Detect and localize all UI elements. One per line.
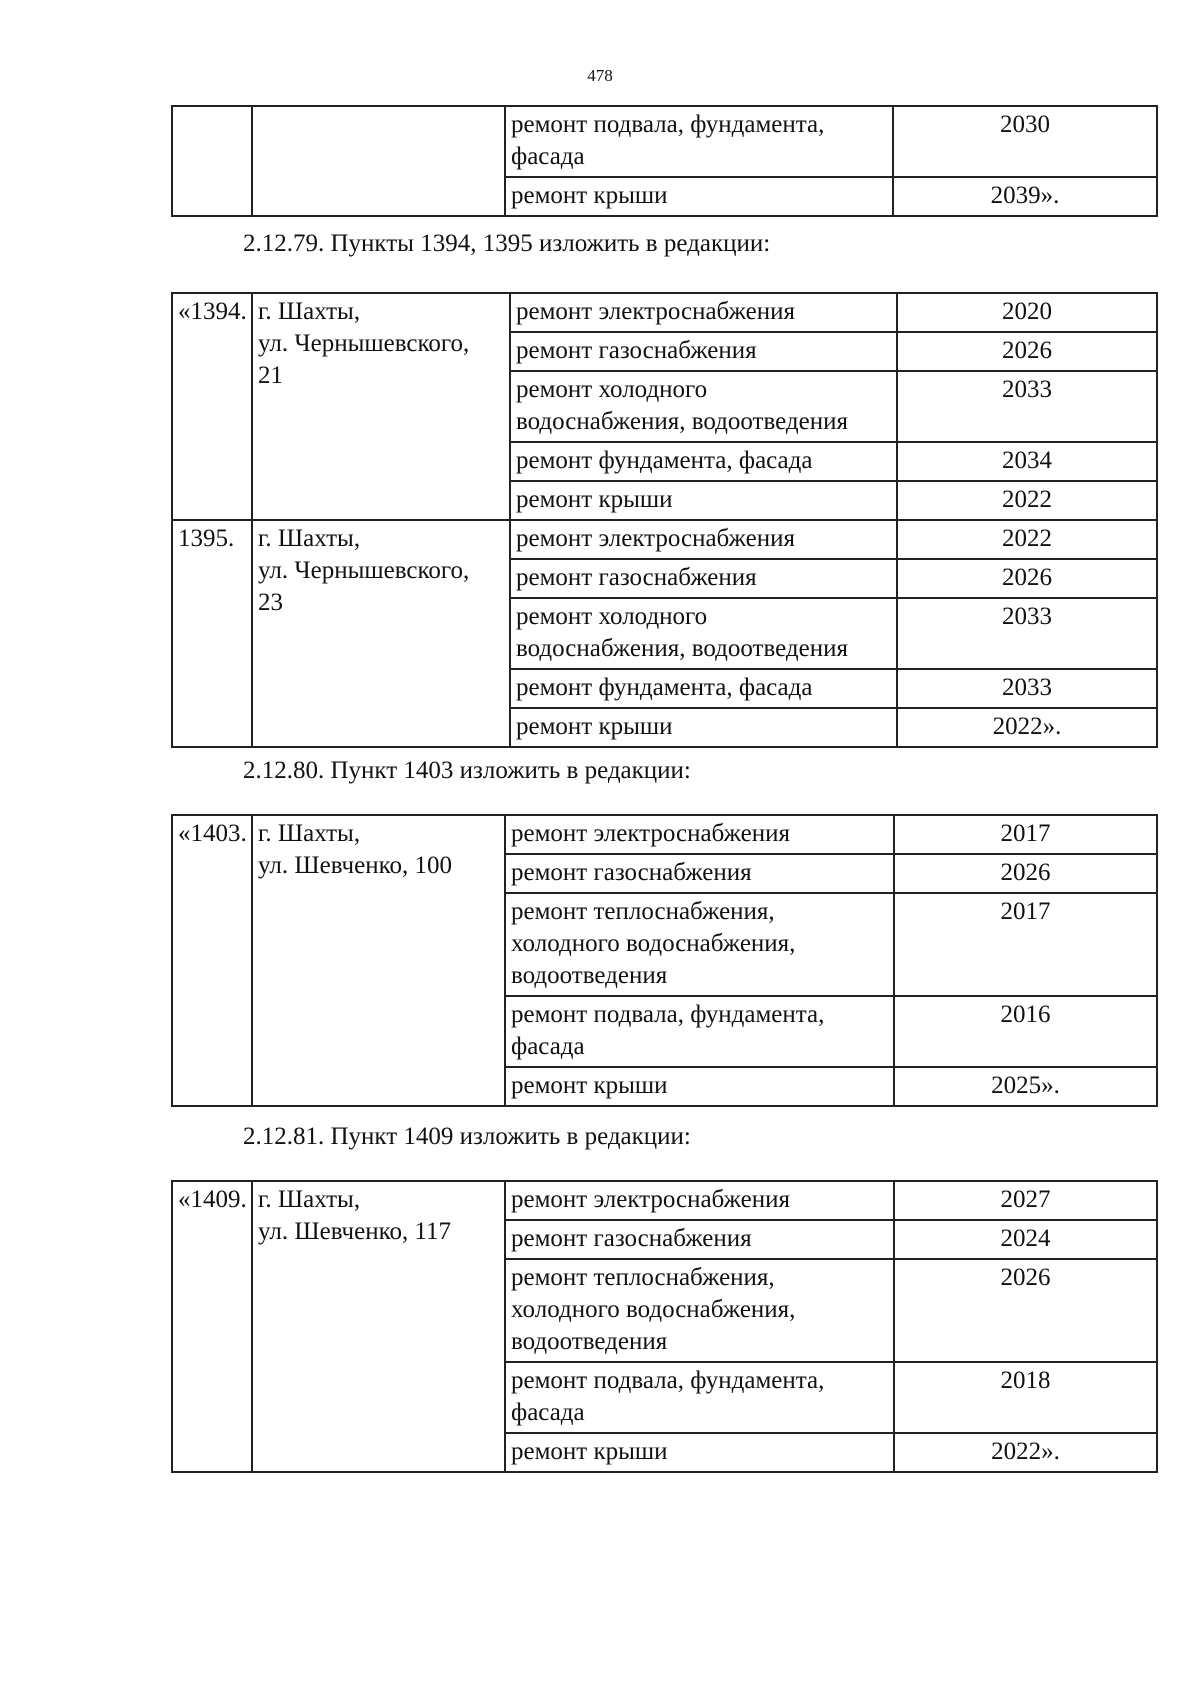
- item-number-cell: [172, 106, 252, 216]
- year-cell: 2020: [897, 293, 1157, 332]
- section-heading: 2.12.79. Пункты 1394, 1395 изложить в редакции:: [243, 230, 771, 257]
- address-line: г. Шахты,: [258, 1186, 361, 1213]
- year-cell: 2024: [894, 1220, 1157, 1259]
- year-cell: 2034: [897, 442, 1157, 481]
- work-type-cell: [510, 481, 897, 520]
- work-type-cell: [510, 293, 897, 332]
- work-type-line: ремонт электроснабжения: [516, 525, 795, 552]
- work-type-cell: [505, 893, 894, 996]
- work-type-line: фасада: [511, 1399, 585, 1426]
- work-type-cell: [510, 669, 897, 708]
- address-line: 21: [258, 362, 283, 389]
- year-cell: 2033: [897, 598, 1157, 669]
- work-type-cell: [505, 1181, 894, 1220]
- work-type-line: фасада: [511, 143, 585, 170]
- work-type-cell: [510, 520, 897, 559]
- repair-schedule-table: [171, 814, 1158, 1107]
- work-type-line: ремонт фундамента, фасада: [516, 674, 813, 701]
- work-type-line: водоотведения: [511, 1328, 668, 1355]
- section-heading: 2.12.81. Пункт 1409 изложить в редакции:: [243, 1123, 691, 1150]
- work-type-line: холодного водоснабжения,: [511, 1296, 796, 1323]
- work-type-line: ремонт электроснабжения: [511, 820, 790, 847]
- work-type-cell: [505, 815, 894, 854]
- year-cell: 2022».: [897, 708, 1157, 747]
- year-cell: 2026: [894, 854, 1157, 893]
- work-type-line: ремонт подвала, фундамента,: [511, 1367, 825, 1394]
- work-type-cell: [505, 854, 894, 893]
- repair-schedule-table: [171, 1180, 1158, 1473]
- year-cell: 2026: [894, 1259, 1157, 1362]
- work-type-cell: [505, 996, 894, 1067]
- work-type-line: ремонт крыши: [516, 713, 673, 740]
- year-cell: 2027: [894, 1181, 1157, 1220]
- year-cell: 2022».: [894, 1433, 1157, 1472]
- work-type-line: ремонт газоснабжения: [511, 859, 752, 886]
- year-cell: 2017: [894, 893, 1157, 996]
- year-cell: 2025».: [894, 1067, 1157, 1106]
- year-cell: 2026: [897, 559, 1157, 598]
- table-row: [172, 106, 1157, 177]
- work-type-cell: [505, 1067, 894, 1106]
- address-line: г. Шахты,: [258, 298, 361, 325]
- item-number-cell: «1403.: [172, 815, 252, 1106]
- work-type-line: ремонт фундамента, фасада: [516, 447, 813, 474]
- work-type-cell: [510, 559, 897, 598]
- address-cell: [252, 293, 510, 520]
- work-type-line: ремонт подвала, фундамента,: [511, 111, 825, 138]
- work-type-cell: [505, 177, 893, 216]
- table-row: [172, 520, 1157, 559]
- work-type-line: ремонт газоснабжения: [516, 337, 757, 364]
- work-type-line: ремонт электроснабжения: [516, 298, 795, 325]
- work-type-cell: [510, 598, 897, 669]
- work-type-line: водоотведения: [511, 962, 668, 989]
- page-number: 478: [587, 66, 613, 85]
- year-cell: 2017: [894, 815, 1157, 854]
- year-cell: 2039».: [893, 177, 1157, 216]
- item-number-cell: «1409.: [172, 1181, 252, 1472]
- work-type-cell: [510, 442, 897, 481]
- table-row: [172, 293, 1157, 332]
- work-type-line: ремонт газоснабжения: [516, 564, 757, 591]
- work-type-line: ремонт теплоснабжения,: [511, 898, 775, 925]
- repair-schedule-table: [171, 292, 1158, 748]
- work-type-cell: [505, 106, 893, 177]
- item-number-cell: «1394.: [172, 293, 252, 520]
- year-cell: 2022: [897, 520, 1157, 559]
- work-type-cell: [505, 1259, 894, 1362]
- year-cell: 2030: [893, 106, 1157, 177]
- work-type-cell: [510, 708, 897, 747]
- table-row: [172, 815, 1157, 854]
- section-heading: 2.12.80. Пункт 1403 изложить в редакции:: [243, 757, 691, 784]
- work-type-line: ремонт теплоснабжения,: [511, 1264, 775, 1291]
- year-cell: 2016: [894, 996, 1157, 1067]
- address-cell: [252, 106, 505, 216]
- address-cell: [252, 1181, 505, 1472]
- table-row: [172, 1181, 1157, 1220]
- work-type-cell: [505, 1220, 894, 1259]
- work-type-line: водоснабжения, водоотведения: [516, 408, 848, 435]
- work-type-line: ремонт холодного: [516, 603, 708, 630]
- address-cell: [252, 520, 510, 747]
- year-cell: 2022: [897, 481, 1157, 520]
- item-number-cell: 1395.: [172, 520, 252, 747]
- work-type-line: ремонт электроснабжения: [511, 1186, 790, 1213]
- year-cell: 2018: [894, 1362, 1157, 1433]
- address-cell: [252, 815, 505, 1106]
- address-line: ул. Шевченко, 100: [258, 852, 452, 879]
- work-type-line: фасада: [511, 1033, 585, 1060]
- work-type-cell: [505, 1362, 894, 1433]
- year-cell: 2033: [897, 371, 1157, 442]
- work-type-line: ремонт крыши: [511, 1072, 668, 1099]
- work-type-line: ремонт крыши: [516, 486, 673, 513]
- year-cell: 2033: [897, 669, 1157, 708]
- address-line: ул. Шевченко, 117: [258, 1218, 452, 1245]
- year-cell: 2026: [897, 332, 1157, 371]
- work-type-line: холодного водоснабжения,: [511, 930, 796, 957]
- work-type-cell: [510, 371, 897, 442]
- work-type-cell: [510, 332, 897, 371]
- address-line: ул. Чернышевского,: [258, 557, 470, 584]
- work-type-line: ремонт крыши: [511, 182, 668, 209]
- work-type-line: водоснабжения, водоотведения: [516, 635, 848, 662]
- work-type-line: ремонт газоснабжения: [511, 1225, 752, 1252]
- work-type-cell: [505, 1433, 894, 1472]
- repair-schedule-table: [171, 105, 1158, 217]
- work-type-line: ремонт подвала, фундамента,: [511, 1001, 825, 1028]
- work-type-line: ремонт холодного: [516, 376, 708, 403]
- address-line: г. Шахты,: [258, 820, 361, 847]
- address-line: 23: [258, 589, 283, 616]
- work-type-line: ремонт крыши: [511, 1438, 668, 1465]
- address-line: г. Шахты,: [258, 525, 361, 552]
- address-line: ул. Чернышевского,: [258, 330, 470, 357]
